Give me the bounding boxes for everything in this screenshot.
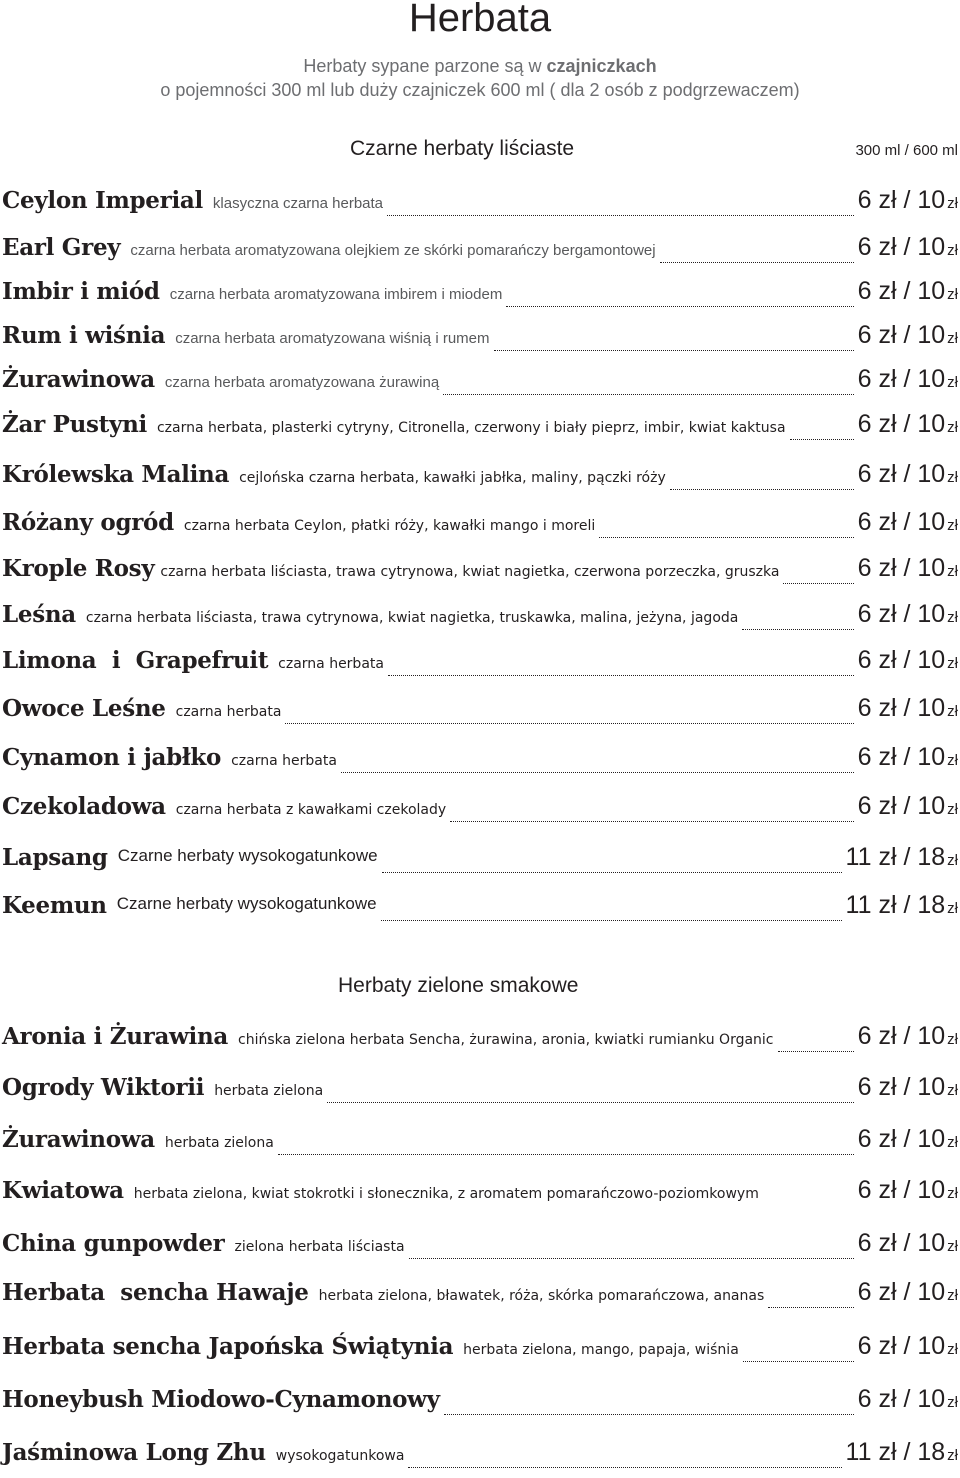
item-description: czarna herbata liściasta, trawa cytrynowa, kwiat nagietka, czerwona porzeczka, gruszka [160, 564, 780, 580]
subtitle-line-1 [0, 56, 960, 77]
price-value: 11 zł / 18 [845, 1438, 946, 1466]
price-unit: zł [947, 517, 958, 534]
item-price [858, 365, 958, 394]
item-price [858, 554, 958, 583]
item-description: wysokogatunkowa [275, 1448, 405, 1464]
item-name: Żar Pustyni [2, 411, 147, 438]
item-name: Lapsang [2, 844, 108, 871]
item-description: herbata zielona [164, 1135, 274, 1151]
price-unit: zł [947, 330, 958, 347]
price-unit: zł [947, 609, 958, 626]
item-price [858, 646, 958, 675]
item-price [858, 277, 958, 306]
dot-leader [409, 1258, 854, 1259]
menu-item-row [2, 508, 958, 548]
price-value: 6 zł / 10 [857, 792, 946, 820]
menu-item-row [2, 321, 958, 361]
menu-item-row [2, 646, 958, 686]
price-unit: zł [947, 1185, 958, 1202]
item-price [858, 743, 958, 772]
item-name: Aronia i Żurawina [2, 1023, 229, 1050]
price-unit: zł [947, 563, 958, 580]
menu-item-row [2, 600, 958, 640]
item-name: China gunpowder [2, 1230, 225, 1257]
item-name: Cynamon i jabłko [2, 744, 222, 771]
price-unit: zł [947, 242, 958, 259]
price-unit: zł [947, 1447, 958, 1464]
item-description: czarna herbata [278, 656, 384, 672]
dot-leader [763, 1205, 854, 1206]
item-name: Keemun [2, 892, 107, 919]
menu-item-row [2, 1073, 958, 1113]
item-description: Czarne herbaty wysokogatunkowe [117, 846, 378, 865]
item-description: czarna herbata liściasta, trawa cytrynowa, kwiat nagietka, truskawka, malina, jeżyna, jagoda [85, 610, 739, 626]
dot-leader [742, 629, 853, 630]
menu-item-row [2, 410, 958, 450]
dot-leader [506, 306, 853, 307]
price-value: 6 zł / 10 [857, 508, 946, 536]
menu-item-row [2, 1022, 958, 1062]
price-unit: zł [947, 1287, 958, 1304]
subtitle-text: Herbaty sypane parzone są w [303, 56, 547, 76]
dot-leader [768, 1307, 853, 1308]
price-value: 6 zł / 10 [857, 1125, 946, 1153]
dot-leader [341, 772, 854, 773]
item-description: czarna herbata Ceylon, płatki róży, kawałki mango i moreli [183, 518, 596, 534]
menu-item-row [2, 694, 958, 734]
dot-leader [494, 350, 854, 351]
dot-leader [382, 872, 842, 873]
item-name: Imbir i miód [2, 278, 160, 305]
menu-item-row [2, 1229, 958, 1269]
item-name: Jaśminowa Long Zhu [2, 1439, 266, 1466]
price-value: 6 zł / 10 [857, 410, 946, 438]
price-value: 6 zł / 10 [857, 277, 946, 305]
price-unit: zł [947, 1082, 958, 1099]
price-value: 6 zł / 10 [857, 1385, 946, 1413]
price-value: 6 zł / 10 [857, 694, 946, 722]
dot-leader [660, 262, 854, 263]
price-value: 6 zł / 10 [857, 186, 946, 214]
dot-leader [388, 675, 854, 676]
price-value: 6 zł / 10 [857, 1229, 946, 1257]
item-price [858, 1385, 958, 1414]
item-description: chińska zielona herbata Sencha, żurawina, aronia, kwiatki rumianku Organic [238, 1032, 774, 1048]
price-unit: zł [947, 469, 958, 486]
item-name: Leśna [2, 601, 76, 628]
item-price [858, 792, 958, 821]
menu-item-row [2, 843, 958, 883]
price-unit: zł [947, 852, 958, 869]
item-price [858, 1332, 958, 1361]
item-name: Czekoladowa [2, 793, 166, 820]
price-unit: zł [947, 195, 958, 212]
item-name: Owoce Leśne [2, 695, 166, 722]
item-description: herbata zielona, kwiat stokrotki i słonecznika, z aromatem pomarańczowo-poziomkowym [133, 1186, 759, 1202]
item-price [858, 508, 958, 537]
item-description: herbata zielona [214, 1083, 324, 1099]
subtitle-line-2: o pojemności 300 ml lub duży czajniczek 600 ml ( dla 2 osób z podgrzewaczem) [160, 80, 800, 100]
price-value: 6 zł / 10 [857, 1332, 946, 1360]
price-value: 6 zł / 10 [857, 1022, 946, 1050]
item-price [858, 1073, 958, 1102]
item-price [858, 460, 958, 489]
price-unit: zł [947, 900, 958, 917]
item-price [858, 321, 958, 350]
item-price [858, 410, 958, 439]
item-description: czarna herbata aromatyzowana imbirem i miodem [169, 286, 503, 303]
item-description: cejlońska czarna herbata, kawałki jabłka, maliny, pączki róży [239, 470, 666, 486]
menu-item-row [2, 891, 958, 931]
item-name: Żurawinowa [2, 1126, 155, 1153]
item-name: Earl Grey [2, 234, 121, 261]
item-price [858, 694, 958, 723]
menu-item-row [2, 792, 958, 832]
item-description: herbata zielona, bławatek, róża, skórka pomarańczowa, ananas [318, 1288, 765, 1304]
item-name: Królewska Malina [2, 461, 230, 488]
menu-item-row [2, 186, 958, 226]
menu-item-row [2, 277, 958, 317]
size-header: 300 ml / 600 ml [855, 142, 958, 159]
item-price [846, 843, 958, 872]
price-unit: zł [947, 1238, 958, 1255]
item-description: czarna herbata [231, 753, 337, 769]
price-value: 6 zł / 10 [857, 743, 946, 771]
item-description: czarna herbata, plasterki cytryny, Citronella, czerwony i biały pieprz, imbir, kwiat kaktusa [156, 420, 786, 436]
price-unit: zł [947, 1341, 958, 1358]
dot-leader [444, 1414, 854, 1415]
menu-item-row [2, 1438, 958, 1478]
dot-leader [450, 821, 853, 822]
price-unit: zł [947, 752, 958, 769]
item-description: Czarne herbaty wysokogatunkowe [116, 894, 377, 913]
item-description: klasyczna czarna herbata [212, 195, 384, 212]
section-heading-black-tea: Czarne herbaty liściaste [350, 137, 575, 160]
price-value: 6 zł / 10 [857, 600, 946, 628]
dot-leader [599, 537, 853, 538]
item-name: Ogrody Wiktorii [2, 1074, 205, 1101]
dot-leader [278, 1154, 854, 1155]
dot-leader [778, 1051, 854, 1052]
price-value: 6 zł / 10 [857, 554, 946, 582]
price-value: 6 zł / 10 [857, 646, 946, 674]
dot-leader [285, 723, 853, 724]
menu-item-row [2, 1176, 958, 1216]
item-description: czarna herbata aromatyzowana wiśnią i rumem [175, 330, 490, 347]
item-name: Krople Rosy [2, 555, 155, 582]
price-value: 6 zł / 10 [857, 365, 946, 393]
price-value: 6 zł / 10 [857, 460, 946, 488]
menu-item-row [2, 1278, 958, 1318]
dot-leader [387, 215, 854, 216]
item-name: Żurawinowa [2, 366, 155, 393]
item-name: Honeybush Miodowo-Cynamonowy [2, 1386, 440, 1413]
item-description: herbata zielona, mango, papaja, wiśnia [463, 1342, 739, 1358]
price-unit: zł [947, 419, 958, 436]
page-title: Herbata [408, 0, 552, 40]
item-name: Różany ogród [2, 509, 174, 536]
item-price [858, 1125, 958, 1154]
menu-item-row [2, 1332, 958, 1372]
price-value: 11 zł / 18 [845, 843, 946, 871]
price-value: 6 zł / 10 [857, 233, 946, 261]
price-unit: zł [947, 1031, 958, 1048]
price-unit: zł [947, 801, 958, 818]
price-value: 11 zł / 18 [845, 891, 946, 919]
dot-leader [783, 583, 853, 584]
item-name: Limona i Grapefruit [2, 647, 269, 674]
price-unit: zł [947, 703, 958, 720]
item-description: czarna herbata z kawałkami czekolady [175, 802, 447, 818]
dot-leader [670, 489, 854, 490]
item-price [858, 1229, 958, 1258]
item-name: Herbata sencha Japońska Świątynia [2, 1333, 454, 1360]
item-description: czarna herbata aromatyzowana żurawiną [164, 374, 440, 391]
menu-item-row [2, 554, 958, 594]
dot-leader [327, 1102, 853, 1103]
dot-leader [790, 439, 854, 440]
item-name: Rum i wiśnia [2, 322, 166, 349]
item-description: czarna herbata [175, 704, 282, 720]
menu-item-row [2, 365, 958, 405]
item-price [858, 233, 958, 262]
menu-item-row [2, 1125, 958, 1165]
dot-leader [408, 1467, 841, 1468]
menu-item-row [2, 1385, 958, 1425]
menu-item-row [2, 743, 958, 783]
price-value: 6 zł / 10 [857, 1073, 946, 1101]
price-unit: zł [947, 1394, 958, 1411]
price-value: 6 zł / 10 [857, 1176, 946, 1204]
item-description: czarna herbata aromatyzowana olejkiem ze skórki pomarańczy bergamontowej [130, 242, 656, 259]
menu-item-row [2, 233, 958, 273]
item-price [858, 1022, 958, 1051]
price-unit: zł [947, 1134, 958, 1151]
dot-leader [381, 920, 842, 921]
menu-item-row [2, 460, 958, 500]
item-price [846, 891, 958, 920]
item-price [846, 1438, 958, 1467]
price-unit: zł [947, 374, 958, 391]
subtitle-emphasis: czajniczkach [546, 56, 657, 76]
item-name: Ceylon Imperial [2, 187, 203, 214]
price-unit: zł [947, 655, 958, 672]
price-value: 6 zł / 10 [857, 321, 946, 349]
item-price [858, 186, 958, 215]
item-price [858, 600, 958, 629]
item-description: zielona herbata liściasta [234, 1239, 405, 1255]
item-price [858, 1278, 958, 1307]
item-name: Kwiatowa [2, 1177, 124, 1204]
section-heading-green-tea: Herbaty zielone smakowe [338, 974, 579, 997]
dot-leader [443, 394, 853, 395]
item-name: Herbata sencha Hawaje [2, 1279, 309, 1306]
price-unit: zł [947, 286, 958, 303]
price-value: 6 zł / 10 [857, 1278, 946, 1306]
item-price [858, 1176, 958, 1205]
dot-leader [743, 1361, 854, 1362]
